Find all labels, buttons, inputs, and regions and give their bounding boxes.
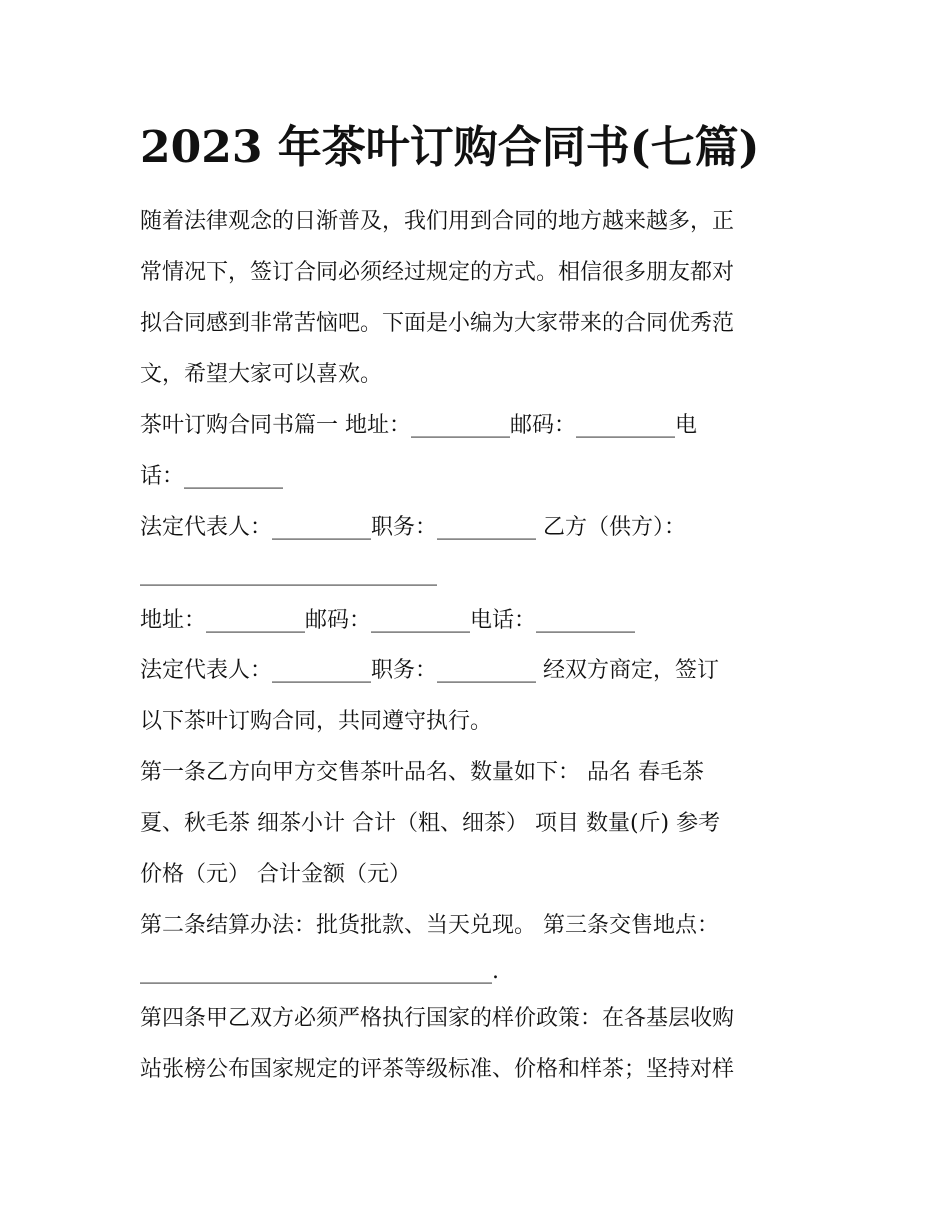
paragraph-line: 话：_________ [140,464,284,489]
paragraph-line: 文，希望大家可以喜欢。 [140,362,383,387]
paragraph-line: ________________________________. [140,959,499,984]
paragraph-line: 第二条结算办法：批货批款、当天兑现。 第三条交售地点： [140,913,719,938]
paragraph-line: 站张榜公布国家规定的评茶等级标准、价格和样茶；坚持对样 [140,1057,735,1082]
paragraph-line: 茶叶订购合同书篇一 地址：_________邮码：_________电 [140,413,697,438]
paragraph-line: 常情况下，签订合同必须经过规定的方式。相信很多朋友都对 [140,260,735,285]
paragraph-line: 法定代表人：_________职务：_________ 乙方（供方）： [140,515,686,540]
paragraph-line: 第四条甲乙双方必须严格执行国家的样价政策：在各基层收购 [140,1006,735,1031]
paragraph-line: 夏、秋毛茶 细茶小计 合计（粗、细茶） 项目 数量(斤) 参考 [140,811,721,836]
paragraph-line: 价格（元） 合计金额（元） [140,862,411,887]
paragraph-line: 随着法律观念的日渐普及，我们用到合同的地方越来越多，正 [140,209,735,234]
paragraph-line: 以下茶叶订购合同，共同遵守执行。 [140,709,493,734]
paragraph-line: 第一条乙方向甲方交售茶叶品名、数量如下： 品名 春毛茶 [140,760,704,785]
paragraph-line: ___________________________ [140,561,437,586]
paragraph-line: 拟合同感到非常苦恼吧。下面是小编为大家带来的合同优秀范 [140,311,735,336]
paragraph-line: 法定代表人：_________职务：_________ 经双方商定，签订 [140,658,719,683]
document-title: 2023 年茶叶订购合同书(七篇) [140,122,760,173]
paragraph-line: 地址：_________邮码：_________电话：_________ [140,608,636,633]
